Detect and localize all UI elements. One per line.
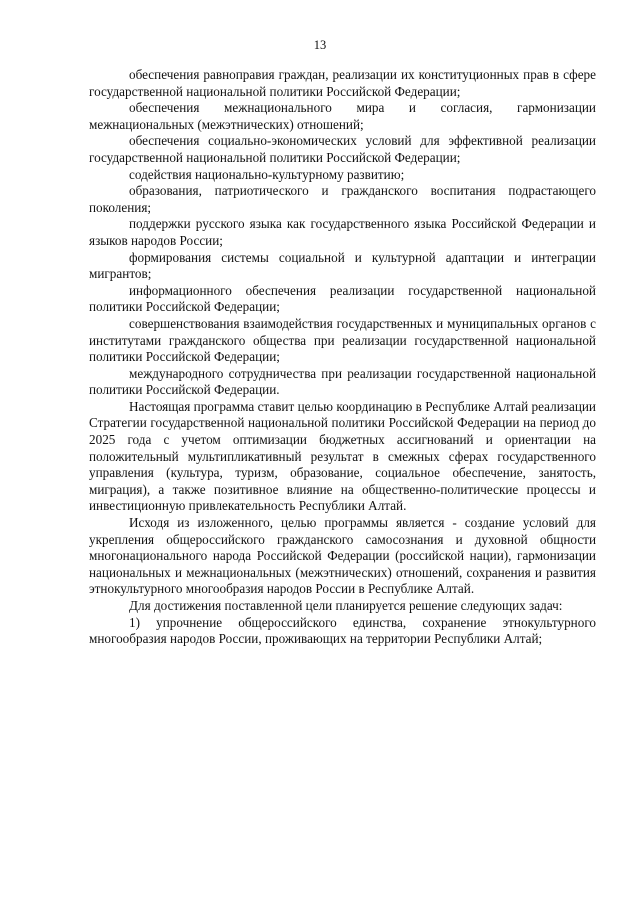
paragraph: совершенствования взаимодействия государственных и муниципальных органов с институтами гражданского общества при реализации государственной национальной политики Российской Федерации; [89,315,596,365]
paragraph: информационного обеспечения реализации государственной национальной политики Российской Федерации; [89,282,596,315]
paragraph: Настоящая программа ставит целью координацию в Республике Алтай реализации Стратегии государственной национальной политики Российской Федерации на период до 2025 года с учетом оптимизации бюджетных ассигнований и ориентации на положительный мультипликативный результат в смежных сферах государственного управления (культура, туризм, образование, социальное обеспечение, занятость, миграция), а также позитивное влияние на общественно-политические процессы и инвестиционную привлекательность Республики Алтай. [89,398,596,514]
paragraph: Исходя из изложенного, целью программы является - создание условий для укрепления общероссийского гражданского самосознания и духовной общности многонационального народа Российской Федерации (российской нации), гармонизации национальных и межнациональных (межэтнических) отношений, сохранения и развития этнокультурного многообразия народов России в Республике Алтай. [89,515,596,597]
paragraph: международного сотрудничества при реализации государственной национальной политики Российской Федерации. [89,365,596,398]
paragraph: поддержки русского языка как государственного языка Российской Федерации и языков народов России; [89,216,596,248]
paragraph: Для достижения поставленной цели планируется решение следующих задач: [129,598,563,613]
page-number: 13 [313,38,327,52]
paragraph: содействия национально-культурному развитию; [129,166,405,182]
paragraph: формирования системы социальной и культурной адаптации и интеграции мигрантов; [89,249,596,282]
paragraph: обеспечения равноправия граждан, реализации их конституционных прав в сфере государственной национальной политики Российской Федерации; [89,67,596,99]
paragraph: 1) упрочнение общероссийского единства, сохранение этнокультурного многообразия народов России, проживающих на территории Республики Алтай; [89,614,596,647]
paragraph: обеспечения социально-экономических условий для эффективной реализации государственной национальной политики Российской Федерации; [89,133,596,165]
paragraph: обеспечения межнационального мира и согласия, гармонизации межнациональных (межэтнических) отношений; [89,100,596,132]
paragraph: образования, патриотического и гражданского воспитания подрастающего поколения; [89,183,596,215]
document-body [89,67,596,648]
